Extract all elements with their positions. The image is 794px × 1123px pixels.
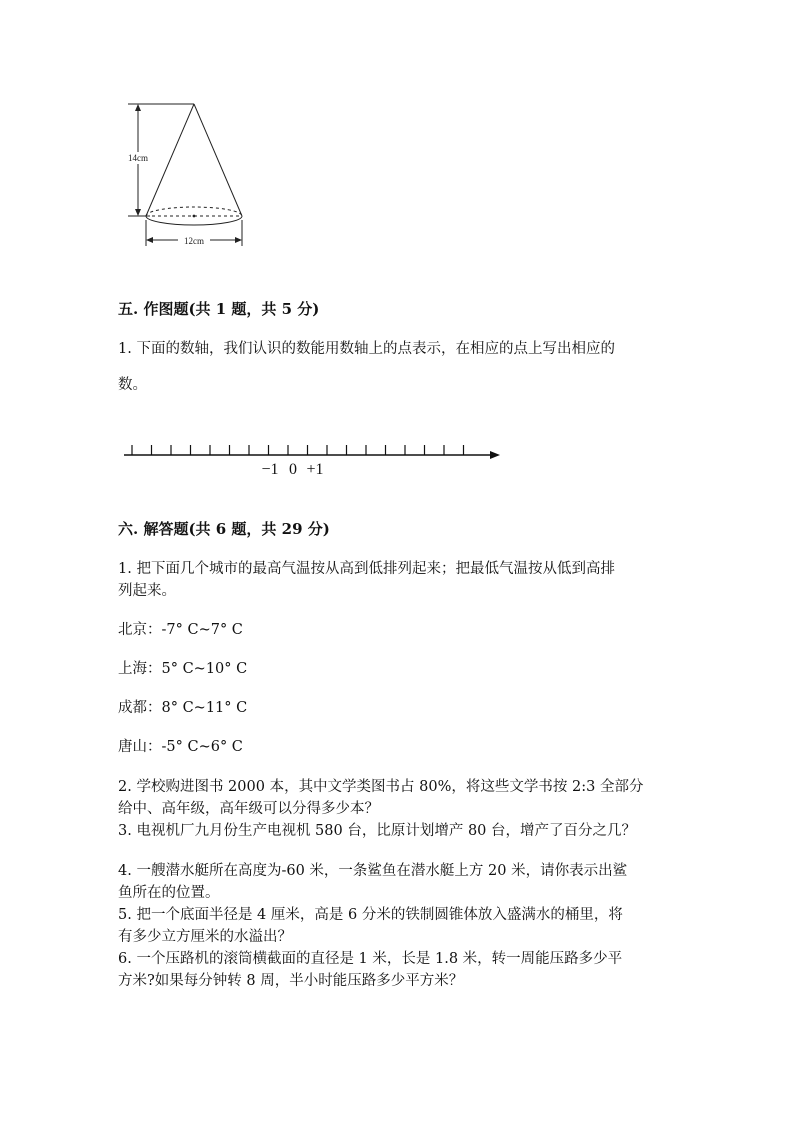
diameter-arrow-head-right — [235, 237, 242, 243]
section6-q6-line1: 6. 一个压路机的滚筒横截面的直径是 1 米，长是 1.8 米，转一周能压路多少平 — [118, 951, 623, 967]
height-label: 14cm — [128, 153, 148, 163]
section6-q1-line1: 1. 把下面几个城市的最高气温按从高到低排列起来；把最低气温按从低到高排 — [118, 561, 615, 577]
axis-label-plus-one: +1 — [306, 461, 324, 478]
section6-q4-line2: 鱼所在的位置。 — [118, 885, 220, 901]
section5-q1-line2: 数。 — [118, 377, 147, 393]
height-arrow-head-bottom — [135, 209, 141, 216]
section6-q2-line1: 2. 学校购进图书 2000 本，其中文学类图书占 80%，将这些文学书按 2:3 全部分 — [118, 779, 644, 795]
axis-label-minus-one: −1 — [261, 461, 279, 478]
number-line-arrow-icon — [490, 451, 500, 459]
cone-right-side — [194, 104, 242, 216]
section6-q5-line1: 5. 把一个底面半径是 4 厘米，高是 6 分米的铁制圆锥体放入盛满水的桶里，将 — [118, 907, 623, 923]
cone-center-dot — [193, 215, 196, 218]
section6-q6-line2: 方米?如果每分钟转 8 周，半小时能压路多少平方米？ — [118, 973, 464, 989]
section5-title: 五. 作图题(共 1 题，共 5 分) — [118, 300, 320, 318]
diameter-arrow-head-left — [146, 237, 153, 243]
cone-left-side — [146, 104, 194, 216]
diameter-label: 12cm — [184, 236, 204, 246]
cone-figure — [118, 96, 258, 256]
city-temp-chengdu: 成都：8° C~11° C — [118, 700, 248, 716]
section6-q2-line2: 给中、高年级，高年级可以分得多少本？ — [118, 801, 379, 817]
section6-q1-line2: 列起来。 — [118, 583, 176, 599]
section6-q3: 3. 电视机厂九月份生产电视机 580 台，比原计划增产 80 台，增产了百分之几？ — [118, 823, 637, 839]
number-line — [118, 432, 518, 480]
section6-q4-line1: 4. 一艘潜水艇所在高度为-60 米，一条鲨鱼在潜水艇上方 20 米，请你表示出鲨 — [118, 863, 628, 879]
city-temp-beijing: 北京：-7° C~7° C — [118, 622, 243, 638]
section6-q5-line2: 有多少立方厘米的水溢出？ — [118, 929, 292, 945]
section5-q1-line1: 1. 下面的数轴，我们认识的数能用数轴上的点表示，在相应的点上写出相应的 — [118, 341, 615, 357]
city-temp-tangshan: 唐山：-5° C~6° C — [118, 739, 243, 755]
height-arrow-head-top — [135, 104, 141, 111]
section6-title: 六. 解答题(共 6 题，共 29 分) — [118, 520, 330, 538]
axis-label-zero: 0 — [289, 461, 297, 478]
city-temp-shanghai: 上海：5° C~10° C — [118, 661, 248, 677]
